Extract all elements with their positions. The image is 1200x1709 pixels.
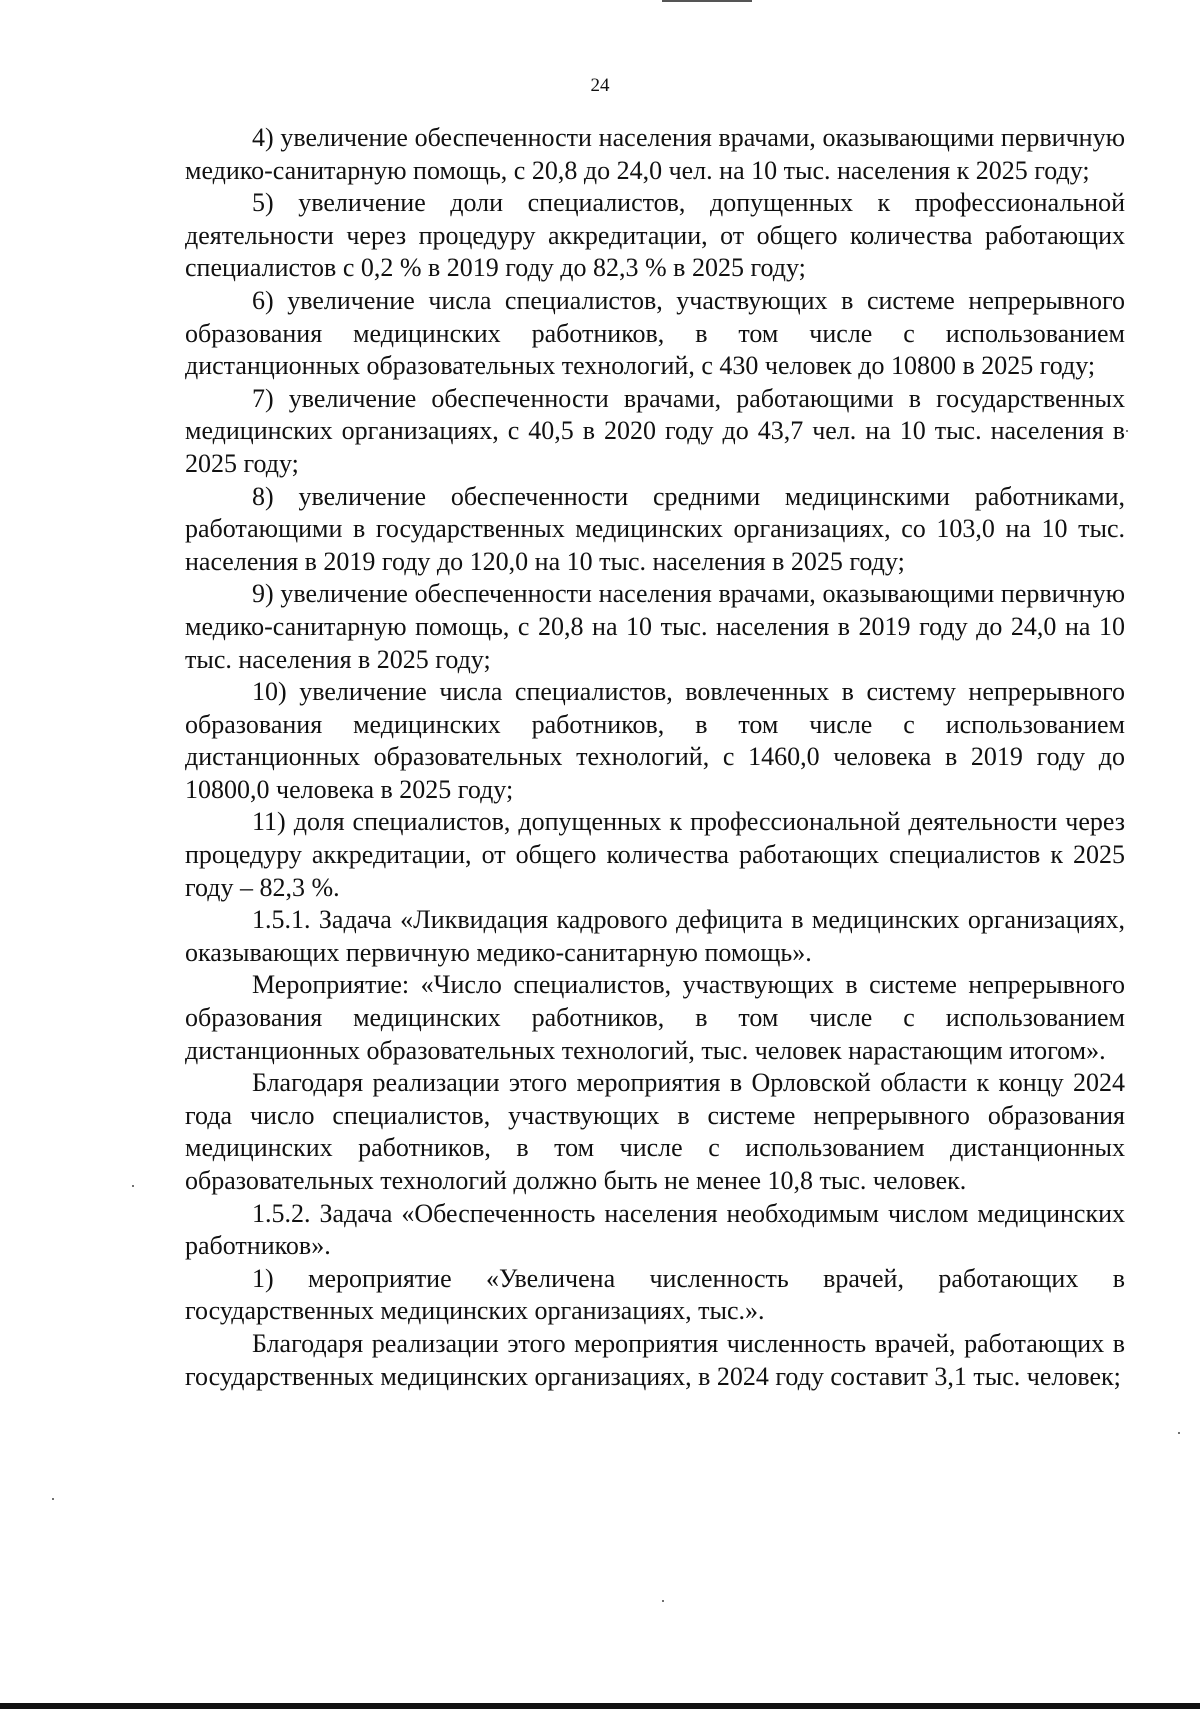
- list-item-11: 11) доля специалистов, допущенных к профессиональной деятельности через процедуру аккредитации, от общего количества работающих специалистов к 2025 году – 82,3 %.: [185, 807, 1125, 902]
- list-item-9: 9) увеличение обеспеченности населения врачами, оказывающими первичную медико-санитарную помощь, с 20,8 на 10 тыс. населения в 2019 году до 24,0 на 10 тыс. населения в 2025 году;: [185, 579, 1125, 674]
- result-paragraph-2: Благодаря реализации этого мероприятия численность врачей, работающих в государственных медицинских организациях, в 2024 году составит 3,1 тыс. человек;: [185, 1328, 1125, 1391]
- list-item-6: 6) увеличение числа специалистов, участвующих в системе непрерывного образования медицинских работников, в том числе с использованием дистанционных образовательных технологий, с 430 человек до 10800 в 2025 году;: [185, 285, 1125, 381]
- list-item-10: 10) увеличение числа специалистов, вовлеченных в систему непрерывного образования медицинских работников, в том числе с использованием дистанционных образовательных технологий, с 1460,0 человека в 2019 году до 10800,0 человека в 2025 году;: [185, 677, 1125, 804]
- scan-speck: [132, 1185, 134, 1187]
- measure-1-paragraph: 1) мероприятие «Увеличена численность врачей, работающих в государственных медицинских организациях, тыс.».: [185, 1263, 1125, 1326]
- scan-bottom-edge: [0, 1703, 1200, 1709]
- list-item-5: 5) увеличение доли специалистов, допущенных к профессиональной деятельности через процедуру аккредитации, от общего количества работающих специалистов с 0,2 % в 2019 году до 82,3 % в 2025 году;: [185, 188, 1125, 283]
- measure-paragraph: Мероприятие: «Число специалистов, участвующих в системе непрерывного образования медицинских работников, в том числе с использованием дистанционных образовательных технологий, тыс. человек нарастающим итогом».: [185, 970, 1125, 1065]
- list-item-4: 4) увеличение обеспеченности населения врачами, оказывающими первичную медико-санитарную помощь, с 20,8 до 24,0 чел. на 10 тыс. населения к 2025 году;: [185, 123, 1125, 185]
- scan-speck: [1178, 1432, 1180, 1434]
- scan-speck: [662, 1600, 664, 1602]
- list-item-8: 8) увеличение обеспеченности средними медицинскими работниками, работающими в государственных медицинских организациях, со 103,0 на 10 тыс. населения в 2019 году до 120,0 на 10 тыс. населения в 2025 году;: [185, 481, 1125, 576]
- task-1-5-1: 1.5.1. Задача «Ликвидация кадрового дефицита в медицинских организациях, оказывающих первичную медико-санитарную помощь».: [185, 905, 1125, 967]
- scan-top-edge-mark: [662, 0, 752, 2]
- result-paragraph-1: Благодаря реализации этого мероприятия в Орловской области к концу 2024 года число специалистов, участвующих в системе непрерывного образования медицинских работников, в том числе с использованием дистанционных образовательных технологий должно быть не менее 10,8 тыс. человек.: [185, 1068, 1125, 1195]
- document-body: [185, 122, 1125, 1393]
- task-1-5-2: 1.5.2. Задача «Обеспеченность населения необходимым числом медицинских работников».: [185, 1198, 1125, 1261]
- page-number: 24: [590, 75, 610, 96]
- scan-speck: [52, 1498, 54, 1500]
- scan-speck: [1126, 430, 1128, 432]
- list-item-7: 7) увеличение обеспеченности врачами, работающими в государственных медицинских организациях, с 40,5 в 2020 году до 43,7 чел. на 10 тыс. населения в 2025 году;: [185, 383, 1125, 478]
